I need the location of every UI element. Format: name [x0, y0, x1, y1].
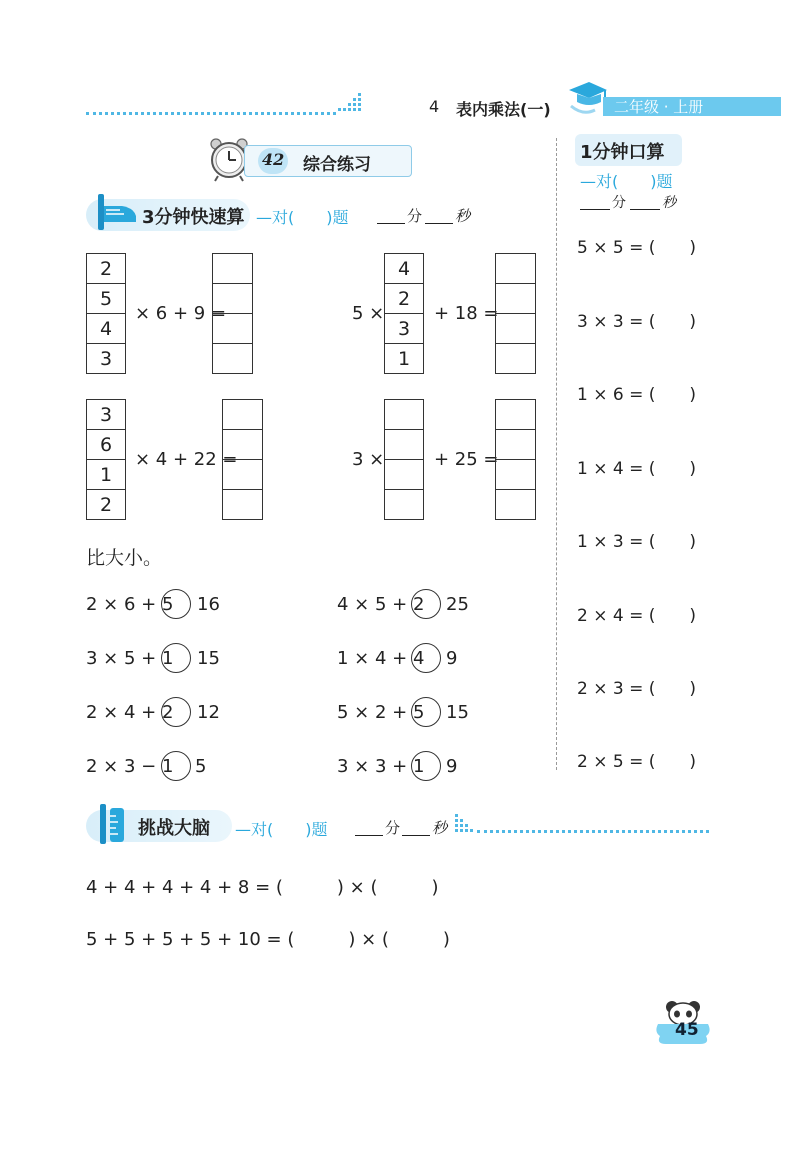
input-cell: 2 [86, 253, 126, 284]
compare-left: 3 × 3 + 1 [337, 756, 425, 777]
compare-right: 15 [446, 702, 469, 723]
challenge-item: 5 + 5 + 5 + 5 + 10 = ( ) × ( ) [86, 929, 450, 950]
challenge-time-blank-fen [355, 819, 383, 836]
oral-item: 3 × 3 = ( ) [577, 312, 696, 332]
input-cell[interactable] [384, 399, 424, 430]
input-cell: 2 [384, 283, 424, 314]
operation-text: + 18 = [434, 303, 499, 324]
ruler-icon [96, 804, 132, 844]
oral-item: 2 × 5 = ( ) [577, 752, 696, 772]
lesson-number: 42 [262, 150, 285, 169]
compare-circle[interactable] [161, 751, 191, 781]
compare-right: 9 [446, 756, 458, 777]
input-cell[interactable] [384, 429, 424, 460]
challenge-step-dots [455, 814, 477, 834]
answer-cell[interactable] [495, 459, 536, 490]
challenge-title: 挑战大脑 [138, 818, 210, 839]
compare-left: 4 × 5 + 2 [337, 594, 425, 615]
answer-cell[interactable] [495, 399, 536, 430]
answer-cell[interactable] [495, 343, 536, 374]
compare-circle[interactable] [161, 589, 191, 619]
speed-time-blank-fen [377, 207, 405, 224]
compare-title: 比大小。 [86, 547, 163, 569]
compare-left: 5 × 2 + 5 [337, 702, 425, 723]
operation-text: × 6 + 9 = [135, 303, 227, 324]
compare-circle[interactable] [411, 643, 441, 673]
speed-time-fen: 分 [407, 207, 423, 225]
operation-text: + 25 = [434, 449, 499, 470]
compare-circle[interactable] [411, 697, 441, 727]
input-cell: 3 [86, 343, 126, 374]
answer-cell[interactable] [495, 313, 536, 344]
answer-cell[interactable] [212, 253, 253, 284]
oral-item: 1 × 4 = ( ) [577, 459, 696, 479]
answer-cell[interactable] [495, 283, 536, 314]
oral-item: 2 × 4 = ( ) [577, 606, 696, 626]
compare-left: 3 × 5 + 1 [86, 648, 174, 669]
input-cell: 4 [384, 253, 424, 284]
multiplier-prefix: 3 × [352, 449, 385, 470]
input-cell: 3 [384, 313, 424, 344]
challenge-dotted-line [477, 830, 709, 833]
oral-time-fen: 分 [612, 195, 626, 211]
compare-right: 9 [446, 648, 458, 669]
answer-cell[interactable] [222, 489, 263, 520]
speed-time-blank-miao [425, 207, 453, 224]
oral-item: 2 × 3 = ( ) [577, 679, 696, 699]
challenge-score: —对( )题 [235, 820, 328, 839]
compare-circle[interactable] [411, 751, 441, 781]
compare-circle[interactable] [161, 643, 191, 673]
answer-cell[interactable] [212, 343, 253, 374]
answer-cell[interactable] [222, 429, 263, 460]
compare-right: 5 [195, 756, 207, 777]
compare-right: 25 [446, 594, 469, 615]
header-step-dots [338, 93, 364, 115]
compare-left: 2 × 4 + 2 [86, 702, 174, 723]
input-cell: 5 [86, 283, 126, 314]
answer-cell[interactable] [212, 313, 253, 344]
input-cell[interactable] [384, 489, 424, 520]
oral-score: —对( )题 [580, 172, 673, 191]
grade-label: 二年级 · 上册 [614, 98, 704, 116]
answer-cell[interactable] [222, 399, 263, 430]
speed-time-miao: 秒 [455, 207, 471, 225]
challenge-time-miao: 秒 [432, 819, 448, 837]
oral-item: 1 × 6 = ( ) [577, 385, 696, 405]
multiplier-prefix: 5 × [352, 303, 385, 324]
compare-circle[interactable] [161, 697, 191, 727]
header-dotted-line [86, 112, 336, 115]
oral-item: 1 × 3 = ( ) [577, 532, 696, 552]
oral-title: 1分钟口算 [580, 142, 665, 163]
compare-left: 2 × 3 − 1 [86, 756, 174, 777]
compare-right: 16 [197, 594, 220, 615]
speed-score: —对( )题 [256, 208, 349, 227]
speed-section-title: 3分钟快速算 [142, 207, 245, 228]
compare-right: 15 [197, 648, 220, 669]
input-cell[interactable] [384, 459, 424, 490]
answer-cell[interactable] [495, 253, 536, 284]
oral-time-blank-fen [580, 193, 610, 210]
operation-text: × 4 + 22 = [135, 449, 238, 470]
challenge-item: 4 + 4 + 4 + 4 + 8 = ( ) × ( ) [86, 877, 439, 898]
input-cell: 6 [86, 429, 126, 460]
compare-left: 1 × 4 + 4 [337, 648, 425, 669]
answer-cell[interactable] [495, 489, 536, 520]
oral-item: 5 × 5 = ( ) [577, 238, 696, 258]
challenge-time-blank-miao [402, 819, 430, 836]
chapter-number: 4 [429, 97, 440, 116]
input-cell: 1 [384, 343, 424, 374]
lesson-title: 综合练习 [303, 155, 371, 175]
answer-cell[interactable] [212, 283, 253, 314]
input-cell: 1 [86, 459, 126, 490]
column-divider [556, 138, 557, 770]
page-number: 45 [675, 1020, 699, 1040]
compare-left: 2 × 6 + 5 [86, 594, 174, 615]
input-cell: 2 [86, 489, 126, 520]
answer-cell[interactable] [222, 459, 263, 490]
input-cell: 3 [86, 399, 126, 430]
compare-right: 12 [197, 702, 220, 723]
oral-time-blank-miao [630, 193, 660, 210]
compare-circle[interactable] [411, 589, 441, 619]
input-cell: 4 [86, 313, 126, 344]
shoe-icon [94, 194, 138, 230]
answer-cell[interactable] [495, 429, 536, 460]
challenge-time-fen: 分 [385, 819, 401, 837]
chapter-title: 表内乘法(一) [456, 100, 551, 119]
oral-time-miao: 秒 [662, 195, 676, 211]
